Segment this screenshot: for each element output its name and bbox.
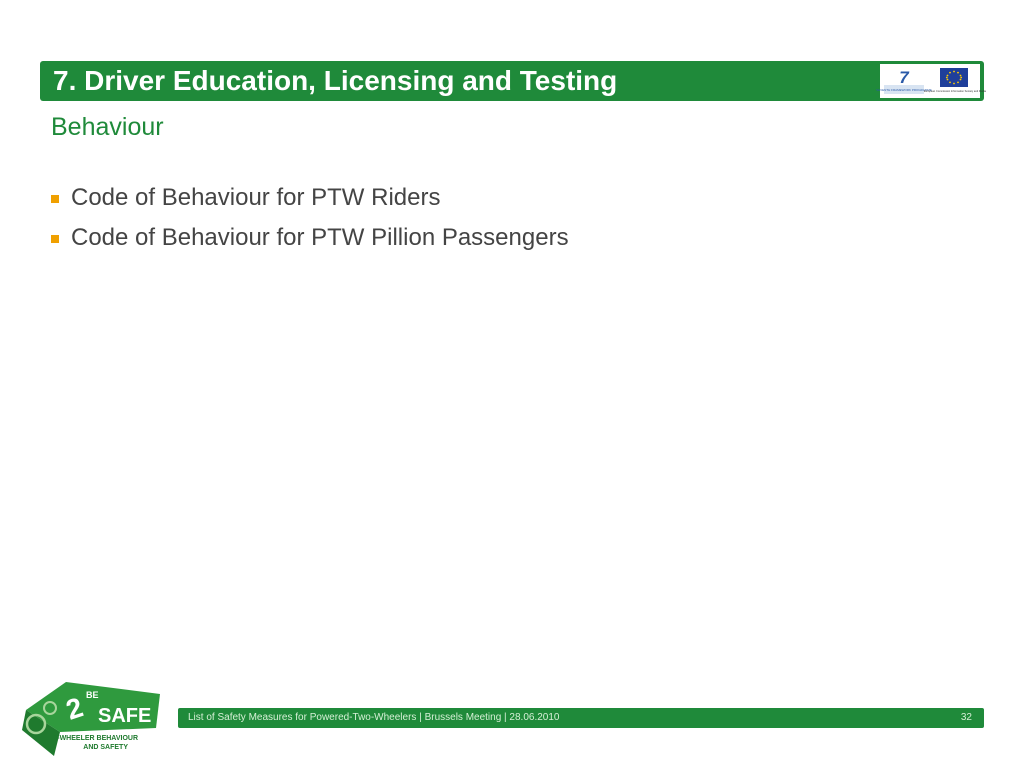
bullet-list bbox=[48, 181, 569, 261]
fp7-logo-icon bbox=[876, 66, 932, 96]
footer-bar bbox=[178, 708, 984, 728]
bullet-item bbox=[48, 221, 569, 261]
page-number: 32 bbox=[960, 712, 972, 723]
eu-flag-icon bbox=[924, 66, 986, 96]
slide-subtitle: Behaviour bbox=[51, 113, 164, 141]
brand-safe: SAFE bbox=[98, 705, 152, 727]
2besafe-logo-icon bbox=[20, 680, 165, 760]
eu-caption: European Commission Information Society and Media bbox=[924, 90, 986, 93]
square-bullet-icon bbox=[51, 195, 59, 203]
square-bullet-icon bbox=[51, 235, 59, 243]
bullet-text: Code of Behaviour for PTW Riders bbox=[71, 184, 441, 211]
brand-be: BE bbox=[86, 690, 99, 700]
sponsor-logos bbox=[876, 64, 986, 98]
fp7-numeral: 7 bbox=[899, 68, 909, 87]
slide-title: 7. Driver Education, Licensing and Testing bbox=[53, 65, 618, 96]
fp7-caption: SEVENTH FRAMEWORK PROGRAMME bbox=[876, 88, 932, 92]
brand-tagline-2: AND SAFETY bbox=[83, 744, 128, 751]
footer-text: List of Safety Measures for Powered-Two-Wheelers | Brussels Meeting | 28.06.2010 bbox=[188, 712, 560, 723]
brand-2: 2 bbox=[62, 691, 87, 726]
bullet-text: Code of Behaviour for PTW Pillion Passengers bbox=[71, 224, 569, 251]
title-bar bbox=[40, 61, 984, 101]
brand-tagline-1: 2-WHEELER BEHAVIOUR bbox=[53, 735, 138, 742]
bullet-item bbox=[48, 181, 569, 221]
